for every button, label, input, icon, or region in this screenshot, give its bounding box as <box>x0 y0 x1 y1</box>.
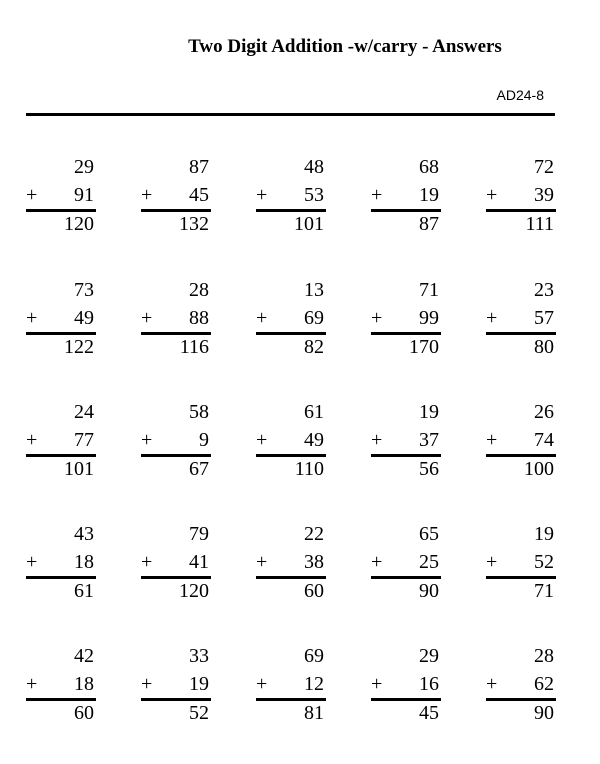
first-addend: 28 <box>189 279 209 301</box>
first-addend: 71 <box>419 279 439 301</box>
first-addend: 24 <box>74 401 94 423</box>
second-addend: 16 <box>419 673 439 695</box>
answer: 132 <box>179 213 209 235</box>
answer: 60 <box>74 702 94 724</box>
plus-sign: + <box>371 551 383 573</box>
plus-sign: + <box>371 429 383 451</box>
plus-sign: + <box>256 551 268 573</box>
plus-sign: + <box>486 673 498 695</box>
plus-sign: + <box>486 307 498 329</box>
second-addend: 25 <box>419 551 439 573</box>
plus-sign: + <box>141 673 153 695</box>
answer: 101 <box>64 458 94 480</box>
plus-sign: + <box>486 551 498 573</box>
first-addend: 23 <box>534 279 554 301</box>
addition-problem <box>26 278 96 358</box>
plus-sign: + <box>26 551 38 573</box>
plus-sign: + <box>256 184 268 206</box>
addition-problem <box>486 644 556 724</box>
addition-problem <box>141 155 211 235</box>
answer: 100 <box>524 458 554 480</box>
first-addend: 48 <box>304 156 324 178</box>
plus-sign: + <box>256 429 268 451</box>
answer: 110 <box>294 458 324 480</box>
addition-problem <box>486 155 556 235</box>
plus-sign: + <box>141 184 153 206</box>
second-addend: 9 <box>199 429 209 451</box>
plus-sign: + <box>26 307 38 329</box>
answer: 52 <box>189 702 209 724</box>
plus-sign: + <box>371 307 383 329</box>
answer: 90 <box>534 702 554 724</box>
first-addend: 79 <box>189 523 209 545</box>
answer: 120 <box>179 580 209 602</box>
first-addend: 29 <box>74 156 94 178</box>
answer: 101 <box>294 213 324 235</box>
answer: 56 <box>419 458 439 480</box>
plus-sign: + <box>141 307 153 329</box>
first-addend: 22 <box>304 523 324 545</box>
second-addend: 41 <box>189 551 209 573</box>
answer: 87 <box>419 213 439 235</box>
second-addend: 12 <box>304 673 324 695</box>
plus-sign: + <box>26 673 38 695</box>
addition-problem <box>141 644 211 724</box>
plus-sign: + <box>26 429 38 451</box>
first-addend: 61 <box>304 401 324 423</box>
plus-sign: + <box>486 429 498 451</box>
page-title: Two Digit Addition -w/carry - Answers <box>188 36 502 57</box>
second-addend: 49 <box>74 307 94 329</box>
addition-problem <box>141 522 211 602</box>
second-addend: 74 <box>534 429 554 451</box>
first-addend: 58 <box>189 401 209 423</box>
second-addend: 91 <box>74 184 94 206</box>
answer: 67 <box>189 458 209 480</box>
addition-problem <box>141 278 211 358</box>
plus-sign: + <box>26 184 38 206</box>
answer: 122 <box>64 336 94 358</box>
plus-sign: + <box>141 429 153 451</box>
answer: 82 <box>304 336 324 358</box>
second-addend: 18 <box>74 551 94 573</box>
worksheet-code: AD24-8 <box>496 87 544 103</box>
first-addend: 65 <box>419 523 439 545</box>
addition-problem <box>26 155 96 235</box>
second-addend: 88 <box>189 307 209 329</box>
first-addend: 73 <box>74 279 94 301</box>
first-addend: 13 <box>304 279 324 301</box>
plus-sign: + <box>141 551 153 573</box>
addition-problem <box>256 400 326 480</box>
plus-sign: + <box>256 673 268 695</box>
answer: 80 <box>534 336 554 358</box>
answer: 45 <box>419 702 439 724</box>
second-addend: 39 <box>534 184 554 206</box>
second-addend: 37 <box>419 429 439 451</box>
addition-problem <box>371 155 441 235</box>
addition-problem <box>256 522 326 602</box>
addition-problem <box>256 644 326 724</box>
second-addend: 62 <box>534 673 554 695</box>
answer: 90 <box>419 580 439 602</box>
addition-problem <box>256 155 326 235</box>
second-addend: 18 <box>74 673 94 695</box>
addition-problem <box>486 278 556 358</box>
second-addend: 38 <box>304 551 324 573</box>
plus-sign: + <box>256 307 268 329</box>
second-addend: 53 <box>304 184 324 206</box>
answer: 120 <box>64 213 94 235</box>
first-addend: 28 <box>534 645 554 667</box>
first-addend: 87 <box>189 156 209 178</box>
answer: 111 <box>525 213 554 235</box>
first-addend: 42 <box>74 645 94 667</box>
answer: 81 <box>304 702 324 724</box>
second-addend: 77 <box>74 429 94 451</box>
plus-sign: + <box>371 184 383 206</box>
first-addend: 26 <box>534 401 554 423</box>
first-addend: 33 <box>189 645 209 667</box>
addition-problem <box>371 522 441 602</box>
second-addend: 52 <box>534 551 554 573</box>
answer: 60 <box>304 580 324 602</box>
addition-problem <box>371 644 441 724</box>
answer: 170 <box>409 336 439 358</box>
second-addend: 57 <box>534 307 554 329</box>
second-addend: 19 <box>189 673 209 695</box>
answer: 116 <box>179 336 209 358</box>
first-addend: 43 <box>74 523 94 545</box>
first-addend: 29 <box>419 645 439 667</box>
second-addend: 99 <box>419 307 439 329</box>
second-addend: 69 <box>304 307 324 329</box>
first-addend: 68 <box>419 156 439 178</box>
first-addend: 19 <box>534 523 554 545</box>
plus-sign: + <box>371 673 383 695</box>
addition-problem <box>371 278 441 358</box>
addition-problem <box>26 400 96 480</box>
addition-problem <box>26 644 96 724</box>
first-addend: 72 <box>534 156 554 178</box>
addition-problem <box>26 522 96 602</box>
first-addend: 19 <box>419 401 439 423</box>
answer: 71 <box>534 580 554 602</box>
second-addend: 19 <box>419 184 439 206</box>
second-addend: 49 <box>304 429 324 451</box>
second-addend: 45 <box>189 184 209 206</box>
plus-sign: + <box>486 184 498 206</box>
addition-problem <box>486 522 556 602</box>
addition-problem <box>256 278 326 358</box>
addition-problem <box>371 400 441 480</box>
addition-problem <box>141 400 211 480</box>
answer: 61 <box>74 580 94 602</box>
addition-problem <box>486 400 556 480</box>
first-addend: 69 <box>304 645 324 667</box>
